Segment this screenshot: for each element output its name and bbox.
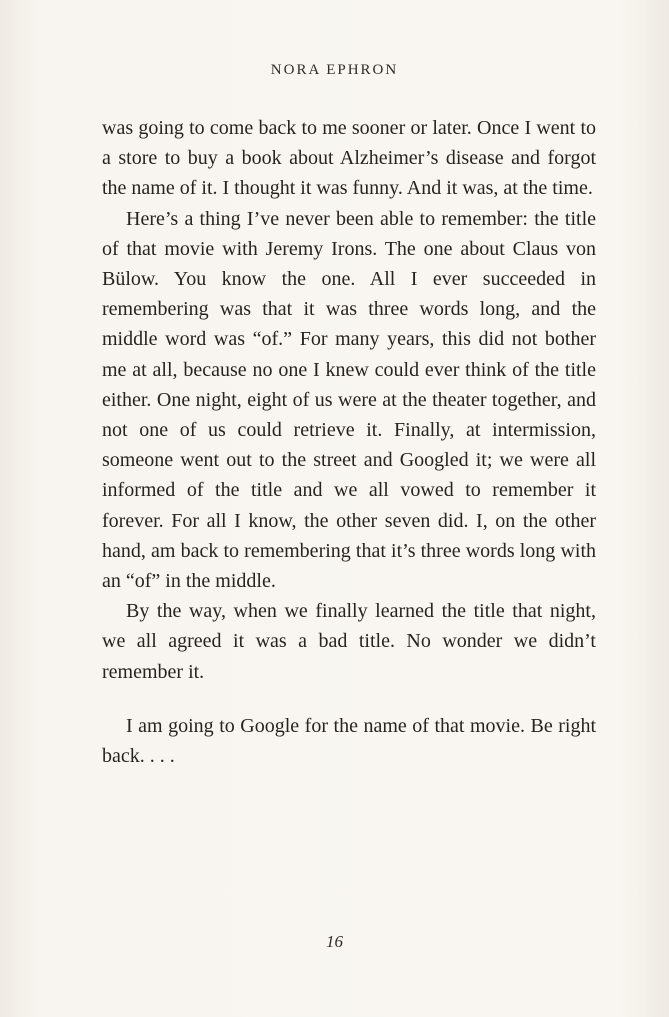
paragraph-4: I am going to Google for the name of that movie. Be right back. . . . bbox=[102, 714, 596, 768]
paragraph-3: By the way, when we finally learned the title that night, we all agreed it was a bad title. No wonder we didn’t remember it. bbox=[102, 600, 596, 683]
paragraph-1: was going to come back to me sooner or later. Once I went to a store to buy a book about Alzheimer’s disease and forgot the name of it. I thought it was funny. And it was, at the time. bbox=[102, 117, 596, 200]
paragraph-2: Here’s a thing I’ve never been able to remember: the title of that movie with Jeremy Irons. The one about Claus von Bülow. You know the one. All I ever succeeded in remembering was that it was three words long, and the middle word was “of.” For many years, this did not bother me at all, because no one I knew could ever think of the title either. One night, eight of us were at the theater together, and not one of us could retrieve it. Finally, at intermission, someone went out to the street and Googled it; we were all informed of the title and we all vowed to remember it forever. For all I know, the other seven did. I, on the other hand, am back to remembering that it’s three words long with an “of” in the middle. bbox=[102, 207, 596, 593]
body-text bbox=[102, 113, 596, 771]
running-head: NORA EPHRON bbox=[270, 62, 399, 78]
page-number: 16 bbox=[326, 932, 343, 951]
